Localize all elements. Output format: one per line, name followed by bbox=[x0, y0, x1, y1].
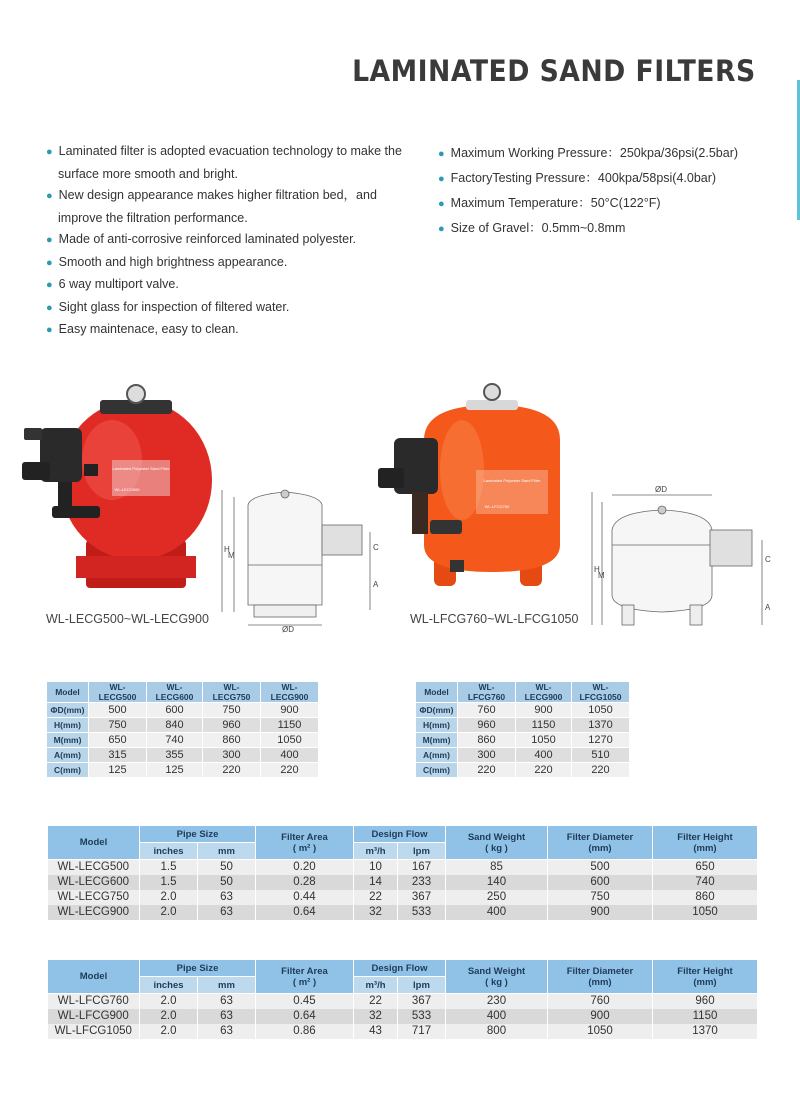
table-cell: 233 bbox=[398, 875, 446, 890]
row-header: H(mm) bbox=[47, 718, 89, 733]
table-cell: 740 bbox=[147, 733, 203, 748]
left-dim-a: A bbox=[373, 580, 379, 589]
product-illustrations bbox=[0, 380, 800, 640]
table-cell: 220 bbox=[516, 763, 572, 778]
feature-text-cont: surface more smooth and bright. bbox=[58, 166, 238, 181]
lpm-header: lpm bbox=[398, 977, 446, 994]
table-cell: 230 bbox=[446, 994, 548, 1009]
bullet-icon: ● bbox=[438, 198, 445, 210]
row-header: M(mm) bbox=[416, 733, 458, 748]
feature-item bbox=[46, 252, 416, 275]
table-cell: 50 bbox=[198, 860, 256, 875]
filter-diameter-header bbox=[548, 960, 653, 994]
table-cell: 1150 bbox=[516, 718, 572, 733]
performance-table-lfcg bbox=[47, 959, 758, 1039]
table-cell: 510 bbox=[572, 748, 630, 763]
features-list-right bbox=[438, 141, 778, 241]
feature-text: Sight glass for inspection of filtered water. bbox=[58, 299, 290, 314]
table-cell: 860 bbox=[203, 733, 261, 748]
table-cell: WL-LECG900 bbox=[48, 905, 140, 920]
table-cell: 1.5 bbox=[140, 860, 198, 875]
table-cell: 1150 bbox=[261, 718, 319, 733]
bullet-icon: ● bbox=[438, 223, 445, 235]
bullet-icon: ● bbox=[46, 234, 53, 246]
table-cell: 32 bbox=[354, 905, 398, 920]
table-cell: 0.45 bbox=[256, 994, 354, 1009]
table-cell: 2.0 bbox=[140, 905, 198, 920]
feature-item bbox=[46, 274, 416, 297]
table-cell: 63 bbox=[198, 890, 256, 905]
feature-item bbox=[46, 229, 416, 252]
table-cell: 0.64 bbox=[256, 1009, 354, 1024]
table-cell: 1050 bbox=[548, 1024, 653, 1039]
table-cell: WL-LFCG1050 bbox=[48, 1024, 140, 1039]
feature-text: 6 way multiport valve. bbox=[58, 277, 179, 291]
table-cell: 0.64 bbox=[256, 905, 354, 920]
table-cell: 1050 bbox=[261, 733, 319, 748]
table-cell: 220 bbox=[458, 763, 516, 778]
table-row bbox=[47, 763, 319, 778]
table-cell: 2.0 bbox=[140, 1024, 198, 1039]
table-cell: 400 bbox=[516, 748, 572, 763]
feature-text: Easy maintenace, easy to clean. bbox=[58, 322, 239, 336]
filter-area-header bbox=[256, 960, 354, 994]
table-cell: 1.5 bbox=[140, 875, 198, 890]
table-row bbox=[48, 860, 758, 875]
left-dim-m: M bbox=[228, 551, 235, 560]
feature-text: Laminated filter is adopted evacuation technology to make the bbox=[58, 144, 402, 158]
filter-diameter-header-label: Filter Diameter bbox=[566, 831, 634, 843]
table-cell: 63 bbox=[198, 994, 256, 1009]
table-cell: 50 bbox=[198, 875, 256, 890]
table-cell: 43 bbox=[354, 1024, 398, 1039]
table-row bbox=[47, 718, 319, 733]
table-cell: 220 bbox=[572, 763, 630, 778]
table-cell: 22 bbox=[354, 994, 398, 1009]
table-row bbox=[416, 763, 630, 778]
column-header: WL-LECG900 bbox=[516, 682, 572, 703]
caption-left-series: WL-LECG500~WL-LECG900 bbox=[46, 612, 209, 626]
table-cell: 125 bbox=[89, 763, 147, 778]
feature-item bbox=[46, 319, 416, 342]
table-cell: 900 bbox=[548, 1009, 653, 1024]
table-cell: 250 bbox=[446, 890, 548, 905]
table-cell: 750 bbox=[89, 718, 147, 733]
sand-weight-header-unit: ( kg ) bbox=[485, 976, 508, 988]
red-filter-tank-image bbox=[22, 385, 212, 588]
table-cell: 740 bbox=[653, 875, 758, 890]
bullet-icon: ● bbox=[438, 173, 445, 185]
table-cell: 1370 bbox=[572, 718, 630, 733]
filter-height-header bbox=[653, 960, 758, 994]
column-header: WL-LFCG1050 bbox=[572, 682, 630, 703]
spec-text: Size of Gravel：0.5mm~0.8mm bbox=[450, 221, 626, 235]
table-cell: 1150 bbox=[653, 1009, 758, 1024]
table-row bbox=[48, 905, 758, 920]
table-cell: 600 bbox=[548, 875, 653, 890]
feature-text-cont: improve the filtration performance. bbox=[58, 210, 248, 225]
right-dim-m: M bbox=[598, 571, 605, 580]
table-cell: 1050 bbox=[516, 733, 572, 748]
row-header: M(mm) bbox=[47, 733, 89, 748]
row-header: C(mm) bbox=[416, 763, 458, 778]
spec-table-lfcg bbox=[415, 681, 630, 778]
table-cell: 500 bbox=[89, 703, 147, 718]
table-cell: 2.0 bbox=[140, 994, 198, 1009]
filter-area-header bbox=[256, 826, 354, 860]
table-cell: 1050 bbox=[653, 905, 758, 920]
table-cell: 900 bbox=[516, 703, 572, 718]
table-cell: 760 bbox=[548, 994, 653, 1009]
table-cell: 22 bbox=[354, 890, 398, 905]
right-dimension-drawing bbox=[592, 492, 762, 625]
table-cell: WL-LECG750 bbox=[48, 890, 140, 905]
column-header: WL-LECG500 bbox=[89, 682, 147, 703]
filter-height-header-unit: (mm) bbox=[693, 842, 717, 854]
column-header: Model bbox=[47, 682, 89, 703]
m3h-header: m³/h bbox=[354, 977, 398, 994]
sand-weight-header bbox=[446, 826, 548, 860]
table-cell: 650 bbox=[89, 733, 147, 748]
table-row bbox=[47, 703, 319, 718]
left-dim-d: ØD bbox=[282, 625, 294, 634]
bullet-icon: ● bbox=[438, 148, 445, 160]
table-cell: WL-LFCG900 bbox=[48, 1009, 140, 1024]
table-cell: 760 bbox=[458, 703, 516, 718]
column-header: WL-LECG600 bbox=[147, 682, 203, 703]
feature-text: New design appearance makes higher filtration bed，and bbox=[58, 188, 377, 202]
red-plate-title: Laminated Polyester Sand Filter bbox=[112, 466, 170, 471]
table-cell: 900 bbox=[548, 905, 653, 920]
filter-diameter-header-unit: (mm) bbox=[588, 842, 612, 854]
orange-plate-model: WL-LFCG760 bbox=[484, 504, 510, 509]
table-cell: 0.44 bbox=[256, 890, 354, 905]
pipe-size-header: Pipe Size bbox=[140, 826, 256, 843]
table-row bbox=[47, 733, 319, 748]
table-cell: 32 bbox=[354, 1009, 398, 1024]
table-cell: 0.86 bbox=[256, 1024, 354, 1039]
table-cell: 63 bbox=[198, 905, 256, 920]
spec-text: Maximum Temperature：50°C(122°F) bbox=[450, 196, 661, 210]
table-cell: 860 bbox=[653, 890, 758, 905]
row-header: A(mm) bbox=[416, 748, 458, 763]
table-cell: 960 bbox=[458, 718, 516, 733]
row-header: H(mm) bbox=[416, 718, 458, 733]
bullet-icon: ● bbox=[46, 279, 53, 291]
table-cell: 400 bbox=[446, 1009, 548, 1024]
spec-text: FactoryTesting Pressure：400kpa/58psi(4.0bar) bbox=[450, 171, 717, 185]
filter-diameter-header-unit: (mm) bbox=[588, 976, 612, 988]
spec-item bbox=[438, 191, 778, 216]
table-cell: WL-LECG500 bbox=[48, 860, 140, 875]
table-cell: 220 bbox=[203, 763, 261, 778]
sand-weight-header bbox=[446, 960, 548, 994]
bullet-icon: ● bbox=[46, 146, 53, 158]
filter-height-header-unit: (mm) bbox=[693, 976, 717, 988]
table-cell: 600 bbox=[147, 703, 203, 718]
table-row bbox=[47, 748, 319, 763]
table-cell: 367 bbox=[398, 994, 446, 1009]
table-cell: 400 bbox=[261, 748, 319, 763]
table-row bbox=[48, 1024, 758, 1039]
table-cell: 533 bbox=[398, 905, 446, 920]
table-cell: 0.28 bbox=[256, 875, 354, 890]
mm-header: mm bbox=[198, 843, 256, 860]
filter-area-header-label: Filter Area bbox=[281, 831, 328, 843]
table-cell: 300 bbox=[203, 748, 261, 763]
table-cell: 650 bbox=[653, 860, 758, 875]
orange-plate-title: Laminated Polyester Sand Filter bbox=[483, 478, 541, 483]
table-row bbox=[416, 733, 630, 748]
spec-item bbox=[438, 216, 778, 241]
m3h-header: m³/h bbox=[354, 843, 398, 860]
right-dim-d: ØD bbox=[655, 485, 667, 494]
filter-area-header-unit: ( m² ) bbox=[292, 976, 317, 988]
page-title: LAMINATED SAND FILTERS bbox=[352, 54, 756, 88]
table-cell: 840 bbox=[147, 718, 203, 733]
table-cell: 800 bbox=[446, 1024, 548, 1039]
table-row bbox=[48, 890, 758, 905]
table-row bbox=[48, 1009, 758, 1024]
bullet-icon: ● bbox=[46, 256, 53, 269]
table-cell: 2.0 bbox=[140, 1009, 198, 1024]
design-flow-header: Design Flow bbox=[354, 826, 446, 843]
row-header: ΦD(mm) bbox=[416, 703, 458, 718]
table-cell: 167 bbox=[398, 860, 446, 875]
left-dimension-drawing bbox=[222, 490, 370, 625]
table-cell: 1050 bbox=[572, 703, 630, 718]
red-plate-model: WL-LECG500 bbox=[114, 487, 140, 492]
table-cell: 1370 bbox=[653, 1024, 758, 1039]
table-cell: 400 bbox=[446, 905, 548, 920]
table-cell: 220 bbox=[261, 763, 319, 778]
table-row bbox=[416, 703, 630, 718]
feature-text: Made of anti-corrosive reinforced laminated polyester. bbox=[58, 232, 357, 246]
filter-height-header bbox=[653, 826, 758, 860]
table-cell: 14 bbox=[354, 875, 398, 890]
row-header: C(mm) bbox=[47, 763, 89, 778]
table-cell: 63 bbox=[198, 1009, 256, 1024]
filter-area-header-label: Filter Area bbox=[281, 965, 328, 977]
table-cell: 63 bbox=[198, 1024, 256, 1039]
model-header: Model bbox=[48, 960, 140, 994]
table-cell: 367 bbox=[398, 890, 446, 905]
inches-header: inches bbox=[140, 977, 198, 994]
filter-height-header-label: Filter Height bbox=[677, 831, 733, 843]
filter-area-header-unit: ( m² ) bbox=[292, 842, 317, 854]
pipe-size-header: Pipe Size bbox=[140, 960, 256, 977]
filter-diameter-header-label: Filter Diameter bbox=[566, 965, 634, 977]
features-list-left bbox=[46, 141, 416, 342]
table-cell: 960 bbox=[203, 718, 261, 733]
caption-right-series: WL-LFCG760~WL-LFCG1050 bbox=[410, 612, 579, 626]
table-cell: 533 bbox=[398, 1009, 446, 1024]
spec-item bbox=[438, 141, 778, 166]
table-cell: 1270 bbox=[572, 733, 630, 748]
table-row bbox=[48, 994, 758, 1009]
bullet-icon: ● bbox=[46, 190, 53, 202]
table-cell: 500 bbox=[548, 860, 653, 875]
table-cell: 750 bbox=[548, 890, 653, 905]
mm-header: mm bbox=[198, 977, 256, 994]
spec-table-lecg bbox=[46, 681, 319, 778]
column-header: WL-LECG750 bbox=[203, 682, 261, 703]
table-cell: 140 bbox=[446, 875, 548, 890]
feature-text: Smooth and high brightness appearance. bbox=[58, 254, 288, 269]
right-dim-a: A bbox=[765, 603, 771, 612]
lpm-header: lpm bbox=[398, 843, 446, 860]
table-cell: 85 bbox=[446, 860, 548, 875]
table-cell: 315 bbox=[89, 748, 147, 763]
table-row bbox=[416, 748, 630, 763]
column-header: Model bbox=[416, 682, 458, 703]
row-header: ΦD(mm) bbox=[47, 703, 89, 718]
table-cell: 300 bbox=[458, 748, 516, 763]
table-row bbox=[48, 875, 758, 890]
table-cell: 750 bbox=[203, 703, 261, 718]
table-cell: 0.20 bbox=[256, 860, 354, 875]
performance-table-lecg bbox=[47, 825, 758, 920]
feature-item bbox=[46, 185, 416, 229]
table-cell: 355 bbox=[147, 748, 203, 763]
table-cell: 10 bbox=[354, 860, 398, 875]
left-dim-h: H bbox=[224, 545, 230, 554]
table-cell: 960 bbox=[653, 994, 758, 1009]
bullet-icon: ● bbox=[46, 301, 53, 314]
filter-height-header-label: Filter Height bbox=[677, 965, 733, 977]
table-cell: WL-LFCG760 bbox=[48, 994, 140, 1009]
table-cell: 125 bbox=[147, 763, 203, 778]
bullet-icon: ● bbox=[46, 324, 53, 336]
table-cell: 717 bbox=[398, 1024, 446, 1039]
model-header: Model bbox=[48, 826, 140, 860]
table-cell: 2.0 bbox=[140, 890, 198, 905]
inches-header: inches bbox=[140, 843, 198, 860]
column-header: WL-LFCG760 bbox=[458, 682, 516, 703]
table-cell: 860 bbox=[458, 733, 516, 748]
spec-text: Maximum Working Pressure：250kpa/36psi(2.5bar) bbox=[450, 146, 739, 160]
left-dim-c: C bbox=[373, 543, 379, 552]
table-cell: 900 bbox=[261, 703, 319, 718]
sand-weight-header-label: Sand Weight bbox=[467, 831, 526, 843]
right-dim-h: H bbox=[594, 565, 600, 574]
design-flow-header: Design Flow bbox=[354, 960, 446, 977]
sand-weight-header-unit: ( kg ) bbox=[485, 842, 508, 854]
feature-item bbox=[46, 297, 416, 320]
row-header: A(mm) bbox=[47, 748, 89, 763]
right-dim-c: C bbox=[765, 555, 771, 564]
feature-item bbox=[46, 141, 416, 185]
table-cell: WL-LECG600 bbox=[48, 875, 140, 890]
column-header: WL-LECG900 bbox=[261, 682, 319, 703]
orange-filter-tank-image bbox=[378, 384, 560, 586]
filter-diameter-header bbox=[548, 826, 653, 860]
sand-weight-header-label: Sand Weight bbox=[467, 965, 526, 977]
spec-item bbox=[438, 166, 778, 191]
table-row bbox=[416, 718, 630, 733]
